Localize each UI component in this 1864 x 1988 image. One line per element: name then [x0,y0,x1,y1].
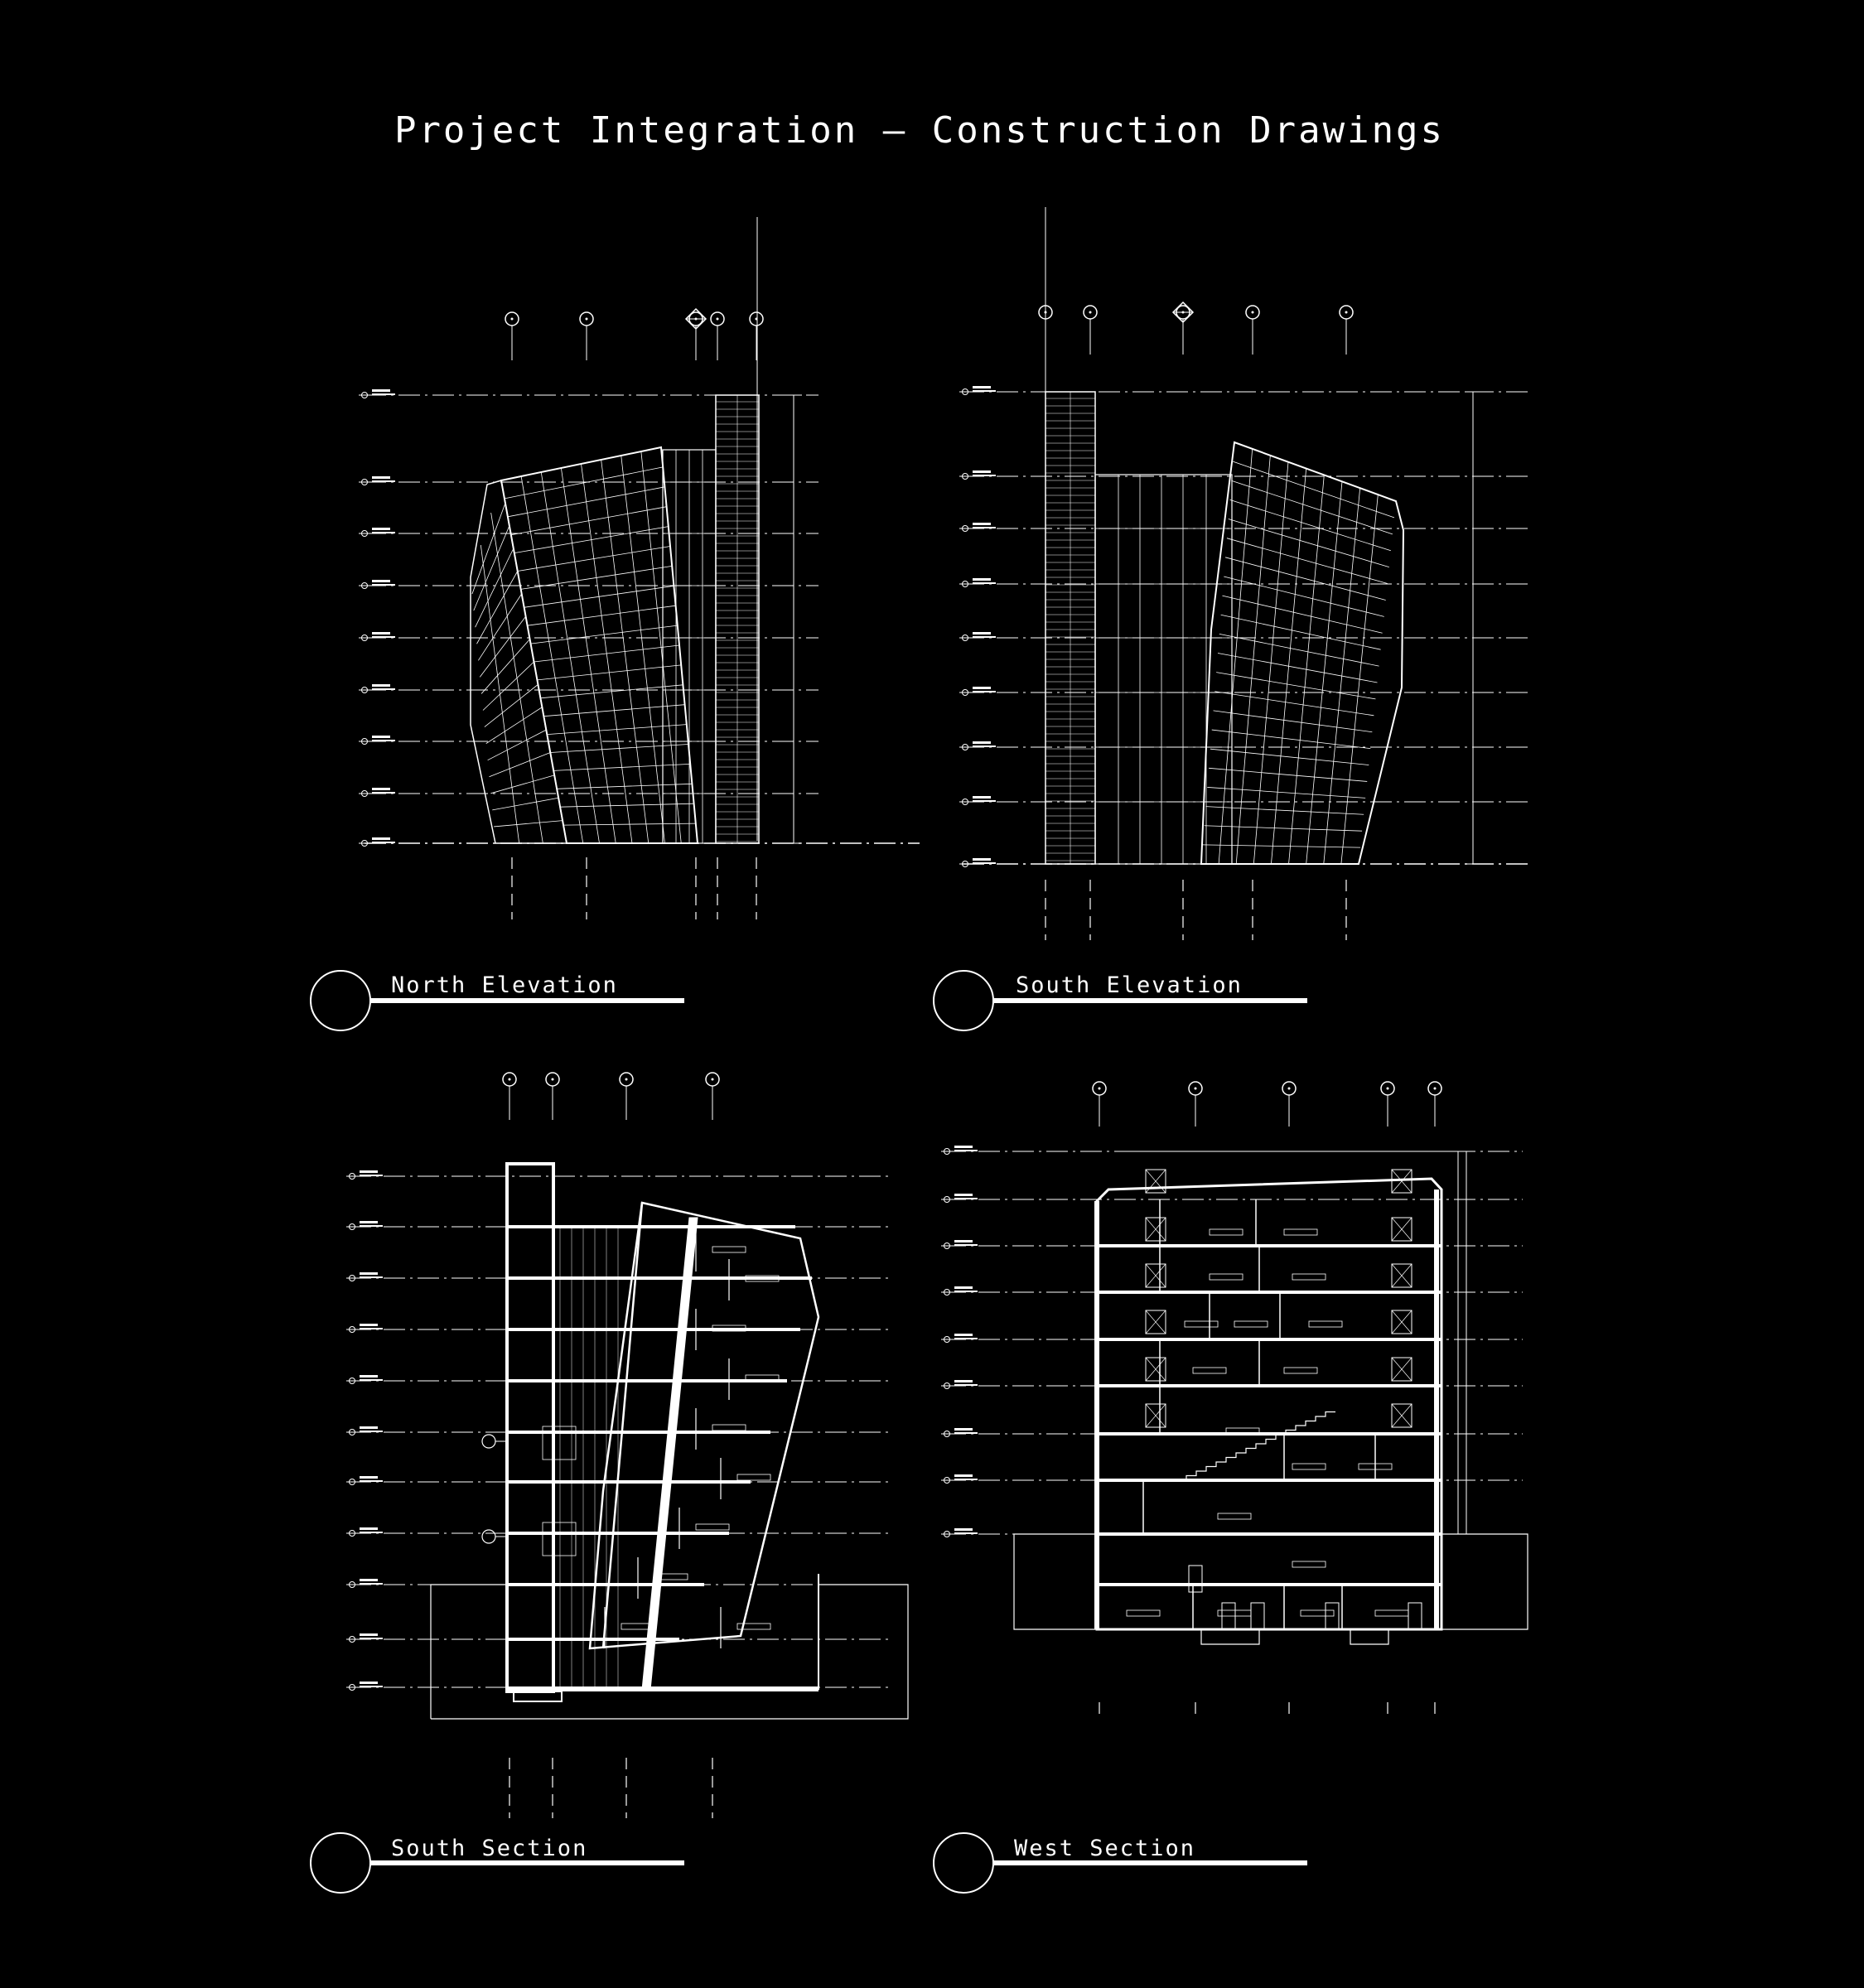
level-tag [954,1194,973,1196]
grid-bubble-tag [1345,311,1348,314]
level-tag [360,1426,378,1429]
drawing-title-label: South Section [391,1836,588,1861]
level-tag [954,1532,978,1534]
floor-slab [1097,1244,1441,1247]
floor-slab [1097,1384,1441,1387]
level-tag [973,470,991,473]
grid-bubble-tag [1387,1088,1389,1090]
floor-slab [507,1480,751,1484]
level-tag [360,1633,378,1636]
level-tag [372,580,390,582]
level-tag [973,796,991,799]
grid-bubble-tag [509,1078,511,1081]
level-tag [360,1527,378,1530]
level-tag [360,1480,383,1482]
level-tag [973,746,996,747]
level-tag [360,1686,383,1687]
level-tag [360,1379,383,1381]
level-tag [372,389,390,392]
level-tag [360,1579,378,1581]
level-tag [360,1476,378,1479]
level-tag [973,858,991,861]
drawing-title-label: North Elevation [391,972,618,998]
level-tag [973,687,991,689]
level-tag [372,688,395,690]
level-tag [360,1532,383,1533]
floor-slab [1097,1432,1441,1436]
level-tag [973,523,991,525]
level-tag [973,741,991,744]
level-tag [360,1272,378,1275]
level-tag [360,1375,378,1378]
grid-bubble-tag [552,1078,554,1081]
grid-bubble-tag [1099,1088,1101,1090]
level-tag [372,480,395,482]
level-tag [954,1380,973,1382]
level-tag [360,1682,378,1684]
grid-bubble-tag [625,1078,628,1081]
floor-slab [507,1379,787,1382]
level-tag [973,691,996,692]
level-tag [973,582,996,584]
level-tag [973,632,991,635]
level-tag [954,1334,973,1336]
level-tag [372,393,395,395]
floor-slab [507,1431,770,1434]
level-tag [360,1175,383,1176]
level-tag [372,788,390,790]
drawing-title-label: South Elevation [1016,972,1243,998]
level-tag [954,1150,978,1151]
level-tag [954,1474,973,1477]
level-tag [954,1286,973,1289]
level-tag [360,1324,378,1326]
level-tag [372,632,390,635]
drawing-title-label: West Section [1014,1836,1196,1861]
level-tag [372,684,390,687]
floor-slab [1097,1532,1441,1536]
level-tag [973,390,996,392]
level-tag [372,736,390,738]
level-tag [360,1225,383,1227]
grid-bubble-tag [1195,1088,1197,1090]
level-tag [954,1244,978,1246]
level-tag [954,1146,973,1148]
level-tag [360,1638,383,1639]
level-tag [360,1221,378,1223]
level-tag [954,1240,973,1242]
ground-slab [507,1686,819,1691]
grid-bubble-tag [586,318,588,321]
level-tag [973,386,991,388]
grid-bubble-tag [712,1078,714,1081]
grid-bubble-tag [1288,1088,1291,1090]
floor-slab [1097,1291,1441,1294]
level-tag [954,1384,978,1386]
level-tag [973,527,996,528]
level-tag [360,1583,383,1585]
level-tag [973,800,996,802]
grid-bubble-tag [1089,311,1092,314]
level-tag [973,475,996,476]
level-tag [372,476,390,479]
floor-slab [507,1328,800,1331]
floor-slab [507,1583,704,1586]
level-tag [360,1328,383,1329]
grid-bubble-tag [717,318,719,321]
grid-bubble-tag [1434,1088,1437,1090]
grid-bubble-tag [1252,311,1254,314]
level-tag [360,1170,378,1173]
level-tag [372,636,395,638]
level-tag [372,740,395,741]
level-tag [954,1432,978,1434]
level-tag [372,528,390,530]
level-tag [360,1276,383,1278]
grid-bubble-tag [511,318,514,321]
floor-slab [1097,1479,1441,1482]
level-tag [954,1528,973,1531]
sheet-title: Project Integration – Construction Drawings [394,109,1446,152]
level-tag [954,1479,978,1480]
level-tag [372,837,390,840]
level-tag [954,1428,973,1431]
level-tag [954,1338,978,1339]
level-tag [372,584,395,586]
floor-slab [1097,1338,1441,1341]
level-tag [954,1198,978,1199]
level-tag [372,792,395,794]
level-tag [973,578,991,581]
level-tag [360,1431,383,1432]
floor-slab [507,1276,812,1280]
level-tag [954,1291,978,1292]
level-tag [973,636,996,638]
level-tag [372,532,395,533]
floor-slab [1097,1583,1441,1586]
